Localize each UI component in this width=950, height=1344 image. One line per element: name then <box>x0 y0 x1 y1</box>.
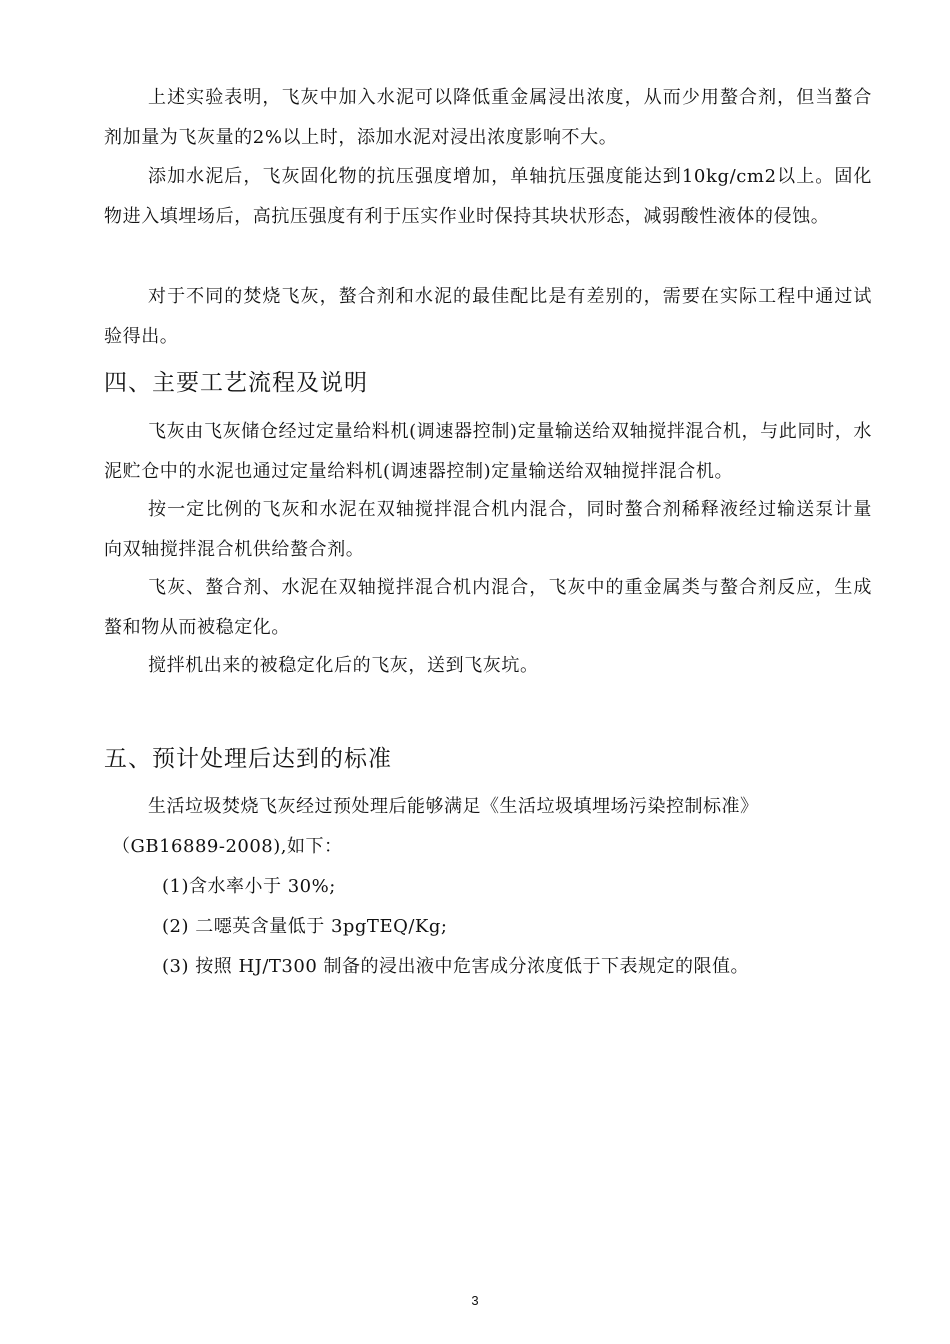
paragraph-feed-process: 飞灰由飞灰储仓经过定量给料机(调速器控制)定量输送给双轴搅拌混合机，与此同时，水泥贮仓中的水泥也通过定量给料机(调速器控制)定量输送给双轴搅拌混合机。 <box>104 421 872 482</box>
paragraph-optimal-ratio: 对于不同的焚烧飞灰，螯合剂和水泥的最佳配比是有差别的，需要在实际工程中通过试验得出。 <box>104 286 872 347</box>
list-item-moisture: (1)含水率小于 30%; <box>162 876 336 897</box>
paragraph-output: 搅拌机出来的被稳定化后的飞灰，送到飞灰坑。 <box>148 655 539 676</box>
paragraph-stabilization: 飞灰、螯合剂、水泥在双轴搅拌混合机内混合，飞灰中的重金属类与螯合剂反应，生成螯和物从而被稳定化。 <box>104 577 872 638</box>
paragraph-cement-experiment: 上述实验表明，飞灰中加入水泥可以降低重金属浸出浓度，从而少用螯合剂，但当螯合剂加量为飞灰量的2%以上时，添加水泥对浸出浓度影响不大。 <box>104 87 872 148</box>
list-item-leachate: (3) 按照 HJ/T300 制备的浸出液中危害成分浓度低于下表规定的限值。 <box>162 956 749 977</box>
paragraph-compressive-strength: 添加水泥后，飞灰固化物的抗压强度增加，单轴抗压强度能达到10kg/cm2以上。固化物进入填埋场后，高抗压强度有利于压实作业时保持其块状形态，减弱酸性液体的侵蚀。 <box>104 166 872 227</box>
standard-intro-line1: 生活垃圾焚烧飞灰经过预处理后能够满足《生活垃圾填埋场污染控制标准》 <box>148 796 759 817</box>
page-number: 3 <box>471 1293 479 1308</box>
heading-expected-standard: 五、预计处理后达到的标准 <box>104 746 392 772</box>
heading-process-flow: 四、主要工艺流程及说明 <box>104 370 368 396</box>
paragraph-mixing: 按一定比例的飞灰和水泥在双轴搅拌混合机内混合，同时螯合剂稀释液经过输送泵计量向双轴搅拌混合机供给螯合剂。 <box>104 499 872 560</box>
standard-intro-line2: （GB16889-2008),如下： <box>112 836 343 857</box>
list-item-dioxin: (2) 二噁英含量低于 3pgTEQ/Kg; <box>162 916 448 937</box>
